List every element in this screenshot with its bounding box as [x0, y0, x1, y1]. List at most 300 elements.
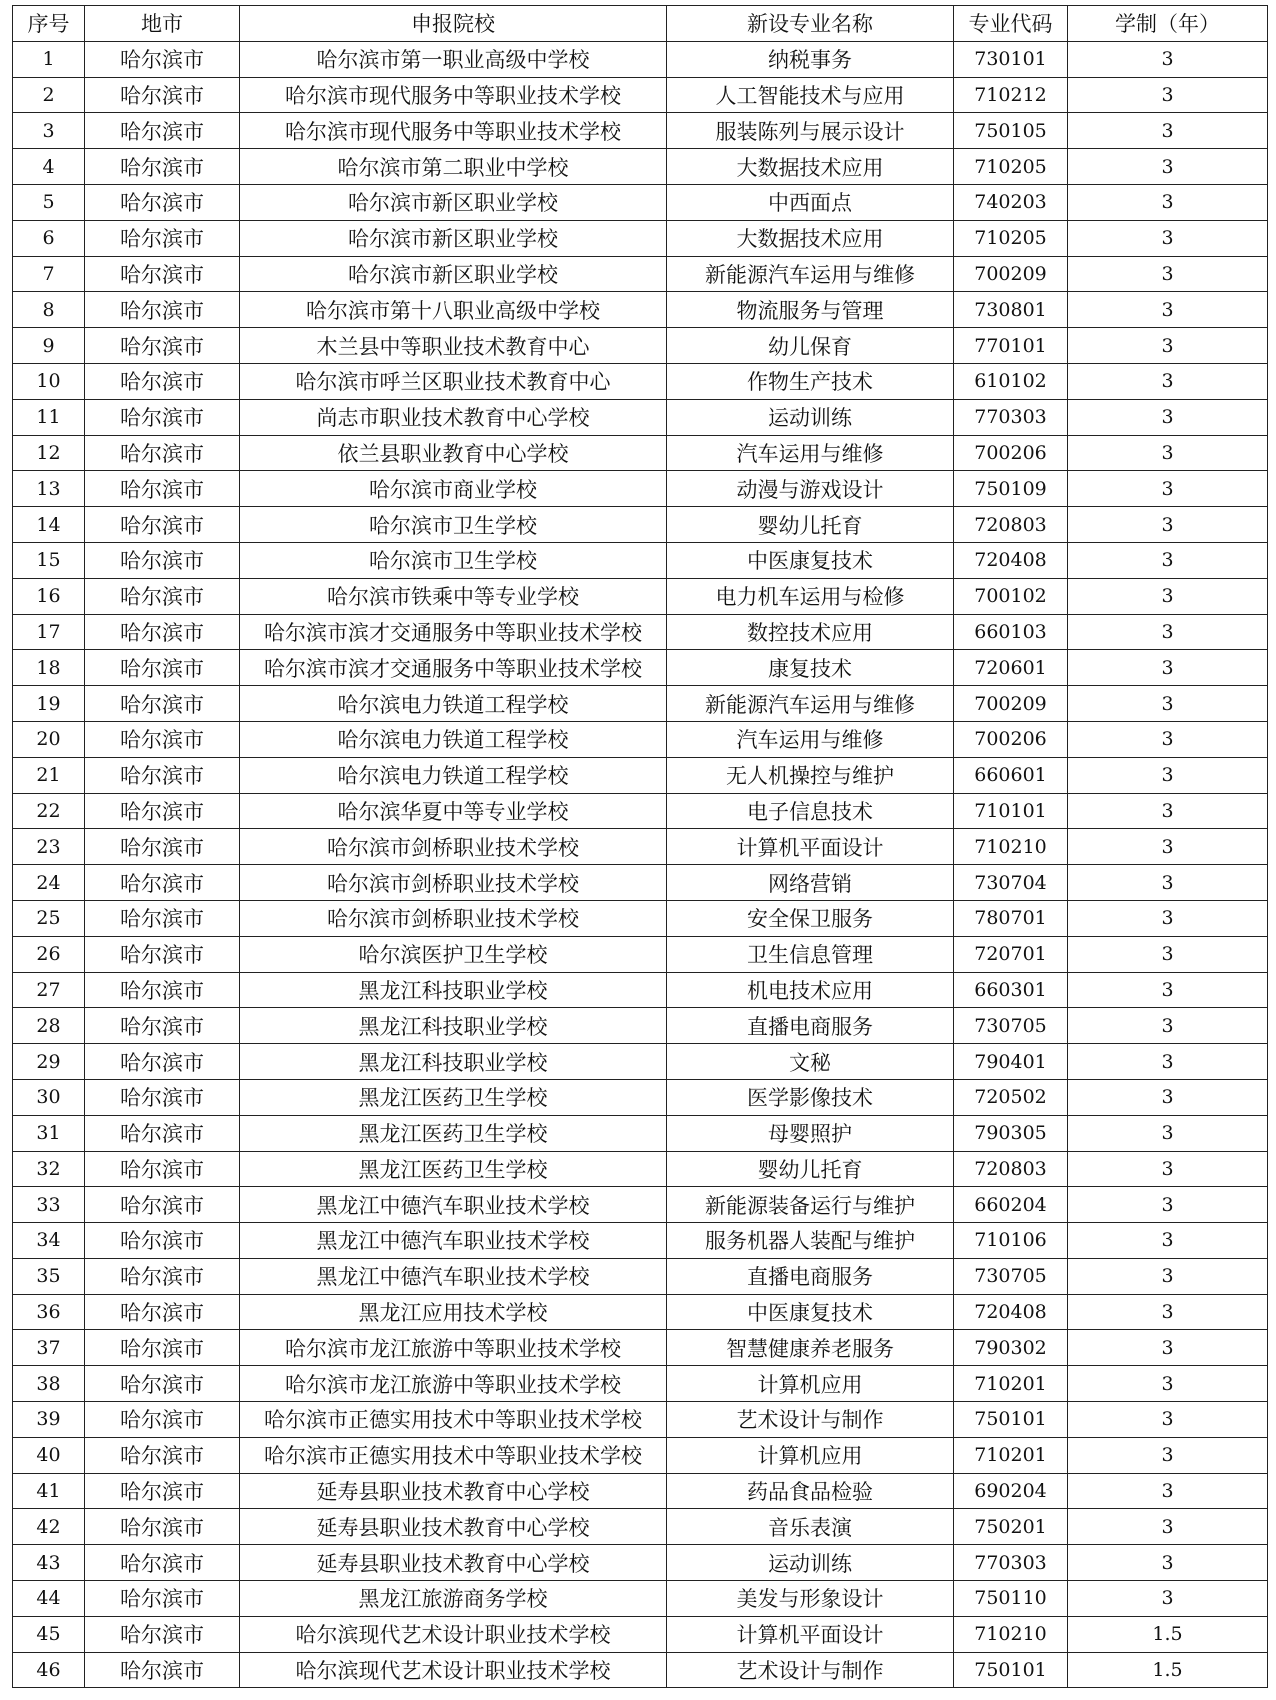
cell-city: 哈尔滨市 [85, 220, 240, 256]
cell-city: 哈尔滨市 [85, 292, 240, 328]
cell-years: 3 [1068, 686, 1268, 722]
cell-major: 新能源装备运行与维护 [667, 1187, 954, 1223]
cell-major: 运动训练 [667, 399, 954, 435]
cell-major: 直播电商服务 [667, 1008, 954, 1044]
table-row [13, 829, 1268, 865]
cell-code: 710201 [954, 1366, 1068, 1402]
cell-major: 计算机应用 [667, 1366, 954, 1402]
cell-index: 37 [13, 1330, 85, 1366]
cell-major: 服装陈列与展示设计 [667, 113, 954, 149]
cell-school: 哈尔滨电力铁道工程学校 [240, 757, 667, 793]
cell-school: 哈尔滨市剑桥职业技术学校 [240, 865, 667, 901]
cell-code: 750109 [954, 471, 1068, 507]
table-row [13, 1044, 1268, 1080]
cell-major: 药品食品检验 [667, 1473, 954, 1509]
cell-index: 12 [13, 435, 85, 471]
cell-city: 哈尔滨市 [85, 865, 240, 901]
cell-years: 3 [1068, 1473, 1268, 1509]
cell-years: 3 [1068, 757, 1268, 793]
cell-school: 哈尔滨市现代服务中等职业技术学校 [240, 113, 667, 149]
cell-years: 3 [1068, 542, 1268, 578]
cell-index: 29 [13, 1044, 85, 1080]
cell-index: 46 [13, 1652, 85, 1688]
cell-city: 哈尔滨市 [85, 1151, 240, 1187]
cell-years: 1.5 [1068, 1652, 1268, 1688]
cell-code: 660601 [954, 757, 1068, 793]
cell-city: 哈尔滨市 [85, 829, 240, 865]
cell-index: 4 [13, 149, 85, 185]
cell-school: 黑龙江旅游商务学校 [240, 1581, 667, 1617]
cell-city: 哈尔滨市 [85, 149, 240, 185]
cell-city: 哈尔滨市 [85, 578, 240, 614]
cell-city: 哈尔滨市 [85, 1008, 240, 1044]
cell-major: 新能源汽车运用与维修 [667, 256, 954, 292]
cell-code: 660103 [954, 614, 1068, 650]
cell-index: 36 [13, 1294, 85, 1330]
cell-school: 哈尔滨市卫生学校 [240, 507, 667, 543]
cell-years: 3 [1068, 793, 1268, 829]
cell-major: 数控技术应用 [667, 614, 954, 650]
cell-years: 3 [1068, 1008, 1268, 1044]
cell-major: 婴幼儿托育 [667, 1151, 954, 1187]
cell-index: 9 [13, 328, 85, 364]
col-header-city: 地市 [85, 6, 240, 42]
cell-years: 3 [1068, 1545, 1268, 1581]
cell-index: 1 [13, 41, 85, 77]
cell-city: 哈尔滨市 [85, 1187, 240, 1223]
cell-code: 720803 [954, 507, 1068, 543]
table-row [13, 471, 1268, 507]
cell-major: 网络营销 [667, 865, 954, 901]
table-row [13, 363, 1268, 399]
cell-major: 计算机应用 [667, 1437, 954, 1473]
cell-years: 3 [1068, 865, 1268, 901]
cell-major: 物流服务与管理 [667, 292, 954, 328]
cell-code: 660301 [954, 972, 1068, 1008]
cell-code: 710210 [954, 829, 1068, 865]
cell-years: 3 [1068, 1079, 1268, 1115]
cell-city: 哈尔滨市 [85, 614, 240, 650]
cell-index: 3 [13, 113, 85, 149]
cell-code: 710201 [954, 1437, 1068, 1473]
cell-major: 艺术设计与制作 [667, 1402, 954, 1438]
cell-major: 艺术设计与制作 [667, 1652, 954, 1688]
cell-code: 730101 [954, 41, 1068, 77]
cell-index: 5 [13, 184, 85, 220]
table-row [13, 865, 1268, 901]
cell-index: 11 [13, 399, 85, 435]
cell-school: 哈尔滨电力铁道工程学校 [240, 686, 667, 722]
table-row [13, 149, 1268, 185]
col-header-school: 申报院校 [240, 6, 667, 42]
cell-index: 27 [13, 972, 85, 1008]
cell-city: 哈尔滨市 [85, 686, 240, 722]
cell-index: 39 [13, 1402, 85, 1438]
table-row [13, 972, 1268, 1008]
cell-years: 3 [1068, 363, 1268, 399]
cell-code: 720803 [954, 1151, 1068, 1187]
cell-major: 无人机操控与维护 [667, 757, 954, 793]
cell-index: 18 [13, 650, 85, 686]
table-row [13, 1652, 1268, 1688]
cell-school: 哈尔滨市新区职业学校 [240, 256, 667, 292]
cell-school: 哈尔滨市第二职业中学校 [240, 149, 667, 185]
cell-major: 婴幼儿托育 [667, 507, 954, 543]
cell-school: 哈尔滨市正德实用技术中等职业技术学校 [240, 1437, 667, 1473]
cell-major: 计算机平面设计 [667, 829, 954, 865]
cell-index: 16 [13, 578, 85, 614]
table-row [13, 77, 1268, 113]
cell-school: 黑龙江中德汽车职业技术学校 [240, 1187, 667, 1223]
cell-city: 哈尔滨市 [85, 1509, 240, 1545]
table-row [13, 578, 1268, 614]
cell-index: 33 [13, 1187, 85, 1223]
table-row [13, 686, 1268, 722]
cell-school: 黑龙江中德汽车职业技术学校 [240, 1223, 667, 1259]
cell-city: 哈尔滨市 [85, 1473, 240, 1509]
cell-code: 710212 [954, 77, 1068, 113]
cell-index: 23 [13, 829, 85, 865]
cell-index: 24 [13, 865, 85, 901]
cell-city: 哈尔滨市 [85, 1330, 240, 1366]
cell-index: 44 [13, 1581, 85, 1617]
cell-city: 哈尔滨市 [85, 41, 240, 77]
cell-code: 700209 [954, 256, 1068, 292]
table-row [13, 1079, 1268, 1115]
cell-school: 黑龙江科技职业学校 [240, 1044, 667, 1080]
cell-code: 720502 [954, 1079, 1068, 1115]
cell-school: 黑龙江应用技术学校 [240, 1294, 667, 1330]
cell-index: 14 [13, 507, 85, 543]
cell-code: 700209 [954, 686, 1068, 722]
table-row [13, 900, 1268, 936]
cell-years: 3 [1068, 721, 1268, 757]
cell-major: 服务机器人装配与维护 [667, 1223, 954, 1259]
cell-major: 大数据技术应用 [667, 149, 954, 185]
cell-major: 汽车运用与维修 [667, 721, 954, 757]
cell-major: 安全保卫服务 [667, 900, 954, 936]
cell-years: 3 [1068, 1151, 1268, 1187]
table-row [13, 1330, 1268, 1366]
cell-code: 690204 [954, 1473, 1068, 1509]
table-row [13, 757, 1268, 793]
cell-code: 750101 [954, 1652, 1068, 1688]
cell-years: 3 [1068, 1330, 1268, 1366]
cell-index: 30 [13, 1079, 85, 1115]
cell-school: 黑龙江科技职业学校 [240, 972, 667, 1008]
table-row [13, 1223, 1268, 1259]
cell-school: 哈尔滨市剑桥职业技术学校 [240, 900, 667, 936]
cell-school: 哈尔滨现代艺术设计职业技术学校 [240, 1616, 667, 1652]
cell-code: 790305 [954, 1115, 1068, 1151]
cell-code: 700206 [954, 435, 1068, 471]
cell-index: 43 [13, 1545, 85, 1581]
table-body [13, 41, 1268, 1688]
cell-school: 延寿县职业技术教育中心学校 [240, 1473, 667, 1509]
table-row [13, 220, 1268, 256]
cell-code: 750110 [954, 1581, 1068, 1617]
cell-city: 哈尔滨市 [85, 77, 240, 113]
cell-school: 哈尔滨市现代服务中等职业技术学校 [240, 77, 667, 113]
cell-city: 哈尔滨市 [85, 1545, 240, 1581]
cell-major: 医学影像技术 [667, 1079, 954, 1115]
cell-years: 3 [1068, 614, 1268, 650]
cell-school: 尚志市职业技术教育中心学校 [240, 399, 667, 435]
cell-major: 康复技术 [667, 650, 954, 686]
cell-major: 作物生产技术 [667, 363, 954, 399]
cell-school: 黑龙江中德汽车职业技术学校 [240, 1258, 667, 1294]
cell-years: 3 [1068, 41, 1268, 77]
cell-city: 哈尔滨市 [85, 936, 240, 972]
cell-years: 3 [1068, 77, 1268, 113]
cell-code: 770303 [954, 1545, 1068, 1581]
cell-city: 哈尔滨市 [85, 721, 240, 757]
cell-years: 3 [1068, 1044, 1268, 1080]
col-header-major: 新设专业名称 [667, 6, 954, 42]
cell-years: 3 [1068, 471, 1268, 507]
cell-city: 哈尔滨市 [85, 1079, 240, 1115]
cell-school: 哈尔滨市铁乘中等专业学校 [240, 578, 667, 614]
cell-school: 延寿县职业技术教育中心学校 [240, 1509, 667, 1545]
cell-school: 黑龙江科技职业学校 [240, 1008, 667, 1044]
cell-years: 3 [1068, 650, 1268, 686]
cell-code: 790401 [954, 1044, 1068, 1080]
cell-index: 8 [13, 292, 85, 328]
cell-index: 28 [13, 1008, 85, 1044]
table-row [13, 1509, 1268, 1545]
cell-city: 哈尔滨市 [85, 328, 240, 364]
cell-index: 25 [13, 900, 85, 936]
cell-code: 710205 [954, 220, 1068, 256]
cell-index: 31 [13, 1115, 85, 1151]
cell-major: 母婴照护 [667, 1115, 954, 1151]
cell-code: 720601 [954, 650, 1068, 686]
cell-code: 710205 [954, 149, 1068, 185]
cell-major: 纳税事务 [667, 41, 954, 77]
cell-major: 运动训练 [667, 1545, 954, 1581]
cell-school: 哈尔滨市商业学校 [240, 471, 667, 507]
cell-city: 哈尔滨市 [85, 1294, 240, 1330]
cell-school: 哈尔滨市新区职业学校 [240, 184, 667, 220]
cell-city: 哈尔滨市 [85, 1581, 240, 1617]
table-row [13, 1115, 1268, 1151]
cell-years: 3 [1068, 1366, 1268, 1402]
cell-code: 750101 [954, 1402, 1068, 1438]
cell-years: 3 [1068, 578, 1268, 614]
cell-index: 42 [13, 1509, 85, 1545]
cell-school: 哈尔滨市正德实用技术中等职业技术学校 [240, 1402, 667, 1438]
cell-city: 哈尔滨市 [85, 650, 240, 686]
cell-years: 3 [1068, 1258, 1268, 1294]
cell-city: 哈尔滨市 [85, 793, 240, 829]
cell-school: 黑龙江医药卫生学校 [240, 1115, 667, 1151]
table-row [13, 650, 1268, 686]
cell-major: 卫生信息管理 [667, 936, 954, 972]
col-header-index: 序号 [13, 6, 85, 42]
table-row [13, 936, 1268, 972]
cell-years: 1.5 [1068, 1616, 1268, 1652]
cell-years: 3 [1068, 435, 1268, 471]
cell-years: 3 [1068, 149, 1268, 185]
table-row [13, 328, 1268, 364]
cell-code: 710106 [954, 1223, 1068, 1259]
cell-code: 720701 [954, 936, 1068, 972]
cell-city: 哈尔滨市 [85, 972, 240, 1008]
cell-code: 770303 [954, 399, 1068, 435]
cell-city: 哈尔滨市 [85, 184, 240, 220]
cell-city: 哈尔滨市 [85, 256, 240, 292]
cell-index: 22 [13, 793, 85, 829]
cell-code: 700206 [954, 721, 1068, 757]
cell-city: 哈尔滨市 [85, 1616, 240, 1652]
cell-major: 电力机车运用与检修 [667, 578, 954, 614]
cell-city: 哈尔滨市 [85, 471, 240, 507]
cell-years: 3 [1068, 900, 1268, 936]
cell-code: 730705 [954, 1008, 1068, 1044]
cell-index: 13 [13, 471, 85, 507]
cell-index: 45 [13, 1616, 85, 1652]
cell-major: 大数据技术应用 [667, 220, 954, 256]
cell-city: 哈尔滨市 [85, 1044, 240, 1080]
cell-major: 直播电商服务 [667, 1258, 954, 1294]
cell-years: 3 [1068, 399, 1268, 435]
table-row [13, 1545, 1268, 1581]
cell-years: 3 [1068, 113, 1268, 149]
cell-index: 41 [13, 1473, 85, 1509]
cell-major: 中西面点 [667, 184, 954, 220]
cell-city: 哈尔滨市 [85, 900, 240, 936]
cell-years: 3 [1068, 507, 1268, 543]
cell-years: 3 [1068, 1187, 1268, 1223]
cell-code: 710101 [954, 793, 1068, 829]
cell-school: 黑龙江医药卫生学校 [240, 1151, 667, 1187]
col-header-years: 学制（年） [1068, 6, 1268, 42]
cell-school: 哈尔滨市卫生学校 [240, 542, 667, 578]
table-row [13, 542, 1268, 578]
table-row [13, 1437, 1268, 1473]
cell-city: 哈尔滨市 [85, 507, 240, 543]
cell-years: 3 [1068, 184, 1268, 220]
table-row [13, 721, 1268, 757]
table-row [13, 1008, 1268, 1044]
table-row [13, 1616, 1268, 1652]
col-header-code: 专业代码 [954, 6, 1068, 42]
cell-school: 哈尔滨市剑桥职业技术学校 [240, 829, 667, 865]
table-row [13, 1402, 1268, 1438]
cell-code: 790302 [954, 1330, 1068, 1366]
cell-major: 动漫与游戏设计 [667, 471, 954, 507]
cell-school: 延寿县职业技术教育中心学校 [240, 1545, 667, 1581]
cell-years: 3 [1068, 829, 1268, 865]
cell-index: 38 [13, 1366, 85, 1402]
cell-code: 780701 [954, 900, 1068, 936]
cell-years: 3 [1068, 972, 1268, 1008]
cell-index: 34 [13, 1223, 85, 1259]
cell-city: 哈尔滨市 [85, 1223, 240, 1259]
cell-index: 32 [13, 1151, 85, 1187]
cell-code: 750201 [954, 1509, 1068, 1545]
cell-index: 10 [13, 363, 85, 399]
cell-major: 计算机平面设计 [667, 1616, 954, 1652]
cell-major: 文秘 [667, 1044, 954, 1080]
cell-index: 2 [13, 77, 85, 113]
cell-major: 电子信息技术 [667, 793, 954, 829]
header-row [13, 6, 1268, 42]
cell-city: 哈尔滨市 [85, 1652, 240, 1688]
cell-city: 哈尔滨市 [85, 1402, 240, 1438]
cell-school: 依兰县职业教育中心学校 [240, 435, 667, 471]
table-row [13, 292, 1268, 328]
cell-years: 3 [1068, 936, 1268, 972]
table-row [13, 507, 1268, 543]
cell-code: 750105 [954, 113, 1068, 149]
cell-code: 710210 [954, 1616, 1068, 1652]
cell-code: 610102 [954, 363, 1068, 399]
table-row [13, 113, 1268, 149]
cell-school: 哈尔滨市新区职业学校 [240, 220, 667, 256]
cell-years: 3 [1068, 292, 1268, 328]
cell-years: 3 [1068, 1509, 1268, 1545]
cell-major: 中医康复技术 [667, 1294, 954, 1330]
cell-major: 机电技术应用 [667, 972, 954, 1008]
cell-school: 哈尔滨电力铁道工程学校 [240, 721, 667, 757]
majors-table [12, 5, 1268, 1688]
table-row [13, 1294, 1268, 1330]
cell-code: 730704 [954, 865, 1068, 901]
table-row [13, 1581, 1268, 1617]
cell-city: 哈尔滨市 [85, 757, 240, 793]
cell-index: 35 [13, 1258, 85, 1294]
cell-city: 哈尔滨市 [85, 1115, 240, 1151]
table-row [13, 793, 1268, 829]
cell-years: 3 [1068, 256, 1268, 292]
cell-city: 哈尔滨市 [85, 542, 240, 578]
cell-years: 3 [1068, 1437, 1268, 1473]
cell-school: 哈尔滨市呼兰区职业技术教育中心 [240, 363, 667, 399]
cell-city: 哈尔滨市 [85, 1258, 240, 1294]
cell-index: 17 [13, 614, 85, 650]
cell-years: 3 [1068, 1115, 1268, 1151]
cell-school: 哈尔滨市滨才交通服务中等职业技术学校 [240, 650, 667, 686]
cell-index: 15 [13, 542, 85, 578]
table-row [13, 1473, 1268, 1509]
cell-city: 哈尔滨市 [85, 1437, 240, 1473]
cell-code: 730705 [954, 1258, 1068, 1294]
cell-code: 740203 [954, 184, 1068, 220]
cell-index: 6 [13, 220, 85, 256]
cell-school: 哈尔滨医护卫生学校 [240, 936, 667, 972]
cell-code: 720408 [954, 542, 1068, 578]
cell-school: 哈尔滨现代艺术设计职业技术学校 [240, 1652, 667, 1688]
cell-major: 汽车运用与维修 [667, 435, 954, 471]
cell-school: 木兰县中等职业技术教育中心 [240, 328, 667, 364]
cell-code: 660204 [954, 1187, 1068, 1223]
cell-city: 哈尔滨市 [85, 363, 240, 399]
cell-years: 3 [1068, 1223, 1268, 1259]
table-row [13, 1366, 1268, 1402]
table-row [13, 1187, 1268, 1223]
cell-years: 3 [1068, 328, 1268, 364]
cell-city: 哈尔滨市 [85, 435, 240, 471]
cell-city: 哈尔滨市 [85, 399, 240, 435]
table-row [13, 184, 1268, 220]
cell-school: 哈尔滨市滨才交通服务中等职业技术学校 [240, 614, 667, 650]
cell-code: 770101 [954, 328, 1068, 364]
cell-major: 中医康复技术 [667, 542, 954, 578]
cell-school: 哈尔滨华夏中等专业学校 [240, 793, 667, 829]
cell-major: 新能源汽车运用与维修 [667, 686, 954, 722]
table-row [13, 435, 1268, 471]
